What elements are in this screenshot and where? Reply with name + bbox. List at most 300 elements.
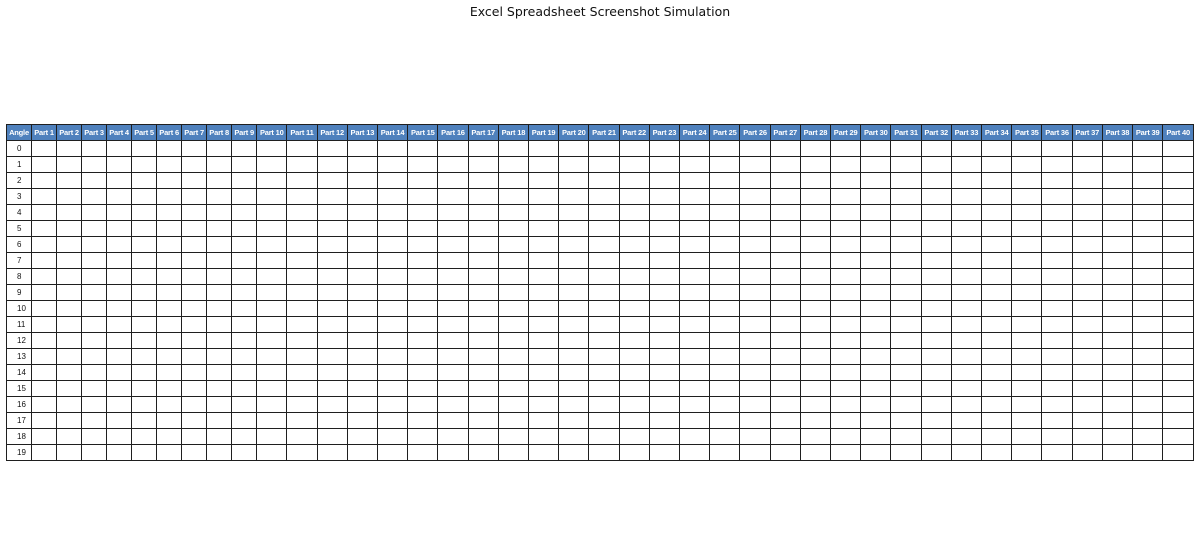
data-cell[interactable]: [32, 189, 57, 205]
data-cell[interactable]: [347, 397, 377, 413]
data-cell[interactable]: [347, 285, 377, 301]
data-cell[interactable]: [317, 285, 347, 301]
angle-cell[interactable]: 1: [7, 157, 32, 173]
data-cell[interactable]: [347, 173, 377, 189]
data-cell[interactable]: [408, 205, 438, 221]
data-cell[interactable]: [800, 413, 830, 429]
data-cell[interactable]: [800, 253, 830, 269]
data-cell[interactable]: [347, 333, 377, 349]
data-cell[interactable]: [1163, 413, 1194, 429]
data-cell[interactable]: [1072, 189, 1102, 205]
data-cell[interactable]: [649, 349, 679, 365]
data-cell[interactable]: [1133, 397, 1163, 413]
data-cell[interactable]: [157, 205, 182, 221]
data-cell[interactable]: [408, 141, 438, 157]
data-cell[interactable]: [891, 253, 921, 269]
data-cell[interactable]: [1102, 413, 1132, 429]
data-cell[interactable]: [182, 333, 207, 349]
data-cell[interactable]: [287, 333, 317, 349]
data-cell[interactable]: [408, 349, 438, 365]
data-cell[interactable]: [257, 285, 287, 301]
data-cell[interactable]: [468, 333, 498, 349]
data-cell[interactable]: [1102, 365, 1132, 381]
data-cell[interactable]: [770, 349, 800, 365]
data-cell[interactable]: [1163, 349, 1194, 365]
data-cell[interactable]: [982, 365, 1012, 381]
data-cell[interactable]: [287, 429, 317, 445]
data-cell[interactable]: [317, 413, 347, 429]
data-cell[interactable]: [649, 221, 679, 237]
data-cell[interactable]: [232, 413, 257, 429]
angle-cell[interactable]: 7: [7, 253, 32, 269]
data-cell[interactable]: [800, 285, 830, 301]
data-cell[interactable]: [107, 413, 132, 429]
data-cell[interactable]: [680, 269, 710, 285]
data-cell[interactable]: [951, 189, 981, 205]
data-cell[interactable]: [559, 173, 589, 189]
data-cell[interactable]: [861, 317, 891, 333]
data-cell[interactable]: [1102, 349, 1132, 365]
data-cell[interactable]: [232, 269, 257, 285]
data-cell[interactable]: [740, 173, 770, 189]
data-cell[interactable]: [157, 381, 182, 397]
data-cell[interactable]: [32, 365, 57, 381]
data-cell[interactable]: [82, 189, 107, 205]
data-cell[interactable]: [157, 317, 182, 333]
data-cell[interactable]: [438, 157, 468, 173]
data-cell[interactable]: [82, 381, 107, 397]
data-cell[interactable]: [468, 381, 498, 397]
data-cell[interactable]: [157, 221, 182, 237]
data-cell[interactable]: [182, 189, 207, 205]
data-cell[interactable]: [498, 285, 528, 301]
data-cell[interactable]: [710, 333, 740, 349]
data-cell[interactable]: [800, 397, 830, 413]
data-cell[interactable]: [82, 333, 107, 349]
data-cell[interactable]: [107, 173, 132, 189]
data-cell[interactable]: [468, 173, 498, 189]
data-cell[interactable]: [232, 429, 257, 445]
data-cell[interactable]: [891, 285, 921, 301]
data-cell[interactable]: [1072, 173, 1102, 189]
data-cell[interactable]: [710, 221, 740, 237]
data-cell[interactable]: [831, 157, 861, 173]
data-cell[interactable]: [1072, 397, 1102, 413]
data-cell[interactable]: [468, 397, 498, 413]
data-cell[interactable]: [132, 445, 157, 461]
data-cell[interactable]: [132, 141, 157, 157]
data-cell[interactable]: [32, 221, 57, 237]
data-cell[interactable]: [982, 429, 1012, 445]
data-cell[interactable]: [891, 365, 921, 381]
data-cell[interactable]: [649, 317, 679, 333]
data-cell[interactable]: [831, 381, 861, 397]
data-cell[interactable]: [1102, 189, 1132, 205]
data-cell[interactable]: [559, 445, 589, 461]
data-cell[interactable]: [710, 205, 740, 221]
data-cell[interactable]: [1133, 157, 1163, 173]
data-cell[interactable]: [589, 269, 619, 285]
data-cell[interactable]: [438, 397, 468, 413]
data-cell[interactable]: [740, 301, 770, 317]
data-cell[interactable]: [257, 333, 287, 349]
data-cell[interactable]: [891, 381, 921, 397]
data-cell[interactable]: [32, 237, 57, 253]
data-cell[interactable]: [710, 429, 740, 445]
data-cell[interactable]: [1133, 237, 1163, 253]
data-cell[interactable]: [287, 173, 317, 189]
data-cell[interactable]: [408, 285, 438, 301]
data-cell[interactable]: [207, 205, 232, 221]
data-cell[interactable]: [57, 397, 82, 413]
data-cell[interactable]: [800, 365, 830, 381]
data-cell[interactable]: [232, 301, 257, 317]
data-cell[interactable]: [287, 397, 317, 413]
data-cell[interactable]: [891, 237, 921, 253]
data-cell[interactable]: [32, 205, 57, 221]
data-cell[interactable]: [317, 237, 347, 253]
data-cell[interactable]: [1012, 349, 1042, 365]
data-cell[interactable]: [528, 445, 558, 461]
data-cell[interactable]: [377, 333, 407, 349]
data-cell[interactable]: [921, 397, 951, 413]
data-cell[interactable]: [207, 349, 232, 365]
data-cell[interactable]: [710, 157, 740, 173]
data-cell[interactable]: [287, 157, 317, 173]
data-cell[interactable]: [1072, 301, 1102, 317]
column-header-part-22[interactable]: Part 22: [619, 125, 649, 141]
data-cell[interactable]: [438, 445, 468, 461]
data-cell[interactable]: [951, 429, 981, 445]
data-cell[interactable]: [1042, 365, 1072, 381]
data-cell[interactable]: [232, 173, 257, 189]
data-cell[interactable]: [891, 221, 921, 237]
data-cell[interactable]: [589, 221, 619, 237]
data-cell[interactable]: [377, 173, 407, 189]
data-cell[interactable]: [317, 349, 347, 365]
data-cell[interactable]: [107, 221, 132, 237]
data-cell[interactable]: [182, 141, 207, 157]
data-cell[interactable]: [559, 429, 589, 445]
data-cell[interactable]: [498, 237, 528, 253]
data-cell[interactable]: [831, 317, 861, 333]
data-cell[interactable]: [82, 253, 107, 269]
data-cell[interactable]: [347, 445, 377, 461]
data-cell[interactable]: [921, 269, 951, 285]
data-cell[interactable]: [317, 189, 347, 205]
data-cell[interactable]: [528, 269, 558, 285]
data-cell[interactable]: [317, 429, 347, 445]
data-cell[interactable]: [589, 285, 619, 301]
data-cell[interactable]: [951, 333, 981, 349]
data-cell[interactable]: [132, 413, 157, 429]
data-cell[interactable]: [891, 205, 921, 221]
data-cell[interactable]: [1133, 413, 1163, 429]
angle-cell[interactable]: 11: [7, 317, 32, 333]
data-cell[interactable]: [1133, 429, 1163, 445]
data-cell[interactable]: [649, 269, 679, 285]
data-cell[interactable]: [317, 317, 347, 333]
data-cell[interactable]: [831, 349, 861, 365]
data-cell[interactable]: [107, 157, 132, 173]
data-cell[interactable]: [891, 397, 921, 413]
data-cell[interactable]: [710, 237, 740, 253]
data-cell[interactable]: [57, 253, 82, 269]
data-cell[interactable]: [468, 285, 498, 301]
data-cell[interactable]: [680, 301, 710, 317]
data-cell[interactable]: [770, 285, 800, 301]
data-cell[interactable]: [347, 237, 377, 253]
data-cell[interactable]: [408, 413, 438, 429]
column-header-part-31[interactable]: Part 31: [891, 125, 921, 141]
data-cell[interactable]: [982, 205, 1012, 221]
column-header-part-19[interactable]: Part 19: [528, 125, 558, 141]
data-cell[interactable]: [287, 253, 317, 269]
data-cell[interactable]: [132, 189, 157, 205]
data-cell[interactable]: [82, 157, 107, 173]
data-cell[interactable]: [921, 365, 951, 381]
data-cell[interactable]: [528, 205, 558, 221]
data-cell[interactable]: [287, 205, 317, 221]
data-cell[interactable]: [589, 189, 619, 205]
data-cell[interactable]: [1072, 221, 1102, 237]
data-cell[interactable]: [438, 429, 468, 445]
data-cell[interactable]: [710, 397, 740, 413]
data-cell[interactable]: [438, 189, 468, 205]
column-header-part-16[interactable]: Part 16: [438, 125, 468, 141]
data-cell[interactable]: [257, 381, 287, 397]
data-cell[interactable]: [528, 301, 558, 317]
data-cell[interactable]: [32, 413, 57, 429]
data-cell[interactable]: [559, 221, 589, 237]
data-cell[interactable]: [891, 429, 921, 445]
data-cell[interactable]: [232, 397, 257, 413]
data-cell[interactable]: [619, 397, 649, 413]
data-cell[interactable]: [207, 157, 232, 173]
data-cell[interactable]: [287, 413, 317, 429]
data-cell[interactable]: [107, 237, 132, 253]
column-header-part-28[interactable]: Part 28: [800, 125, 830, 141]
data-cell[interactable]: [1072, 381, 1102, 397]
data-cell[interactable]: [498, 157, 528, 173]
data-cell[interactable]: [207, 397, 232, 413]
data-cell[interactable]: [710, 269, 740, 285]
data-cell[interactable]: [1072, 205, 1102, 221]
data-cell[interactable]: [232, 221, 257, 237]
data-cell[interactable]: [740, 253, 770, 269]
column-header-part-34[interactable]: Part 34: [982, 125, 1012, 141]
data-cell[interactable]: [377, 317, 407, 333]
data-cell[interactable]: [32, 317, 57, 333]
data-cell[interactable]: [982, 317, 1012, 333]
data-cell[interactable]: [800, 301, 830, 317]
data-cell[interactable]: [32, 397, 57, 413]
data-cell[interactable]: [770, 317, 800, 333]
data-cell[interactable]: [921, 141, 951, 157]
data-cell[interactable]: [1012, 301, 1042, 317]
data-cell[interactable]: [1012, 221, 1042, 237]
column-header-part-29[interactable]: Part 29: [831, 125, 861, 141]
data-cell[interactable]: [1042, 333, 1072, 349]
data-cell[interactable]: [861, 445, 891, 461]
data-cell[interactable]: [528, 349, 558, 365]
data-cell[interactable]: [132, 221, 157, 237]
data-cell[interactable]: [32, 301, 57, 317]
data-cell[interactable]: [861, 381, 891, 397]
data-cell[interactable]: [740, 205, 770, 221]
data-cell[interactable]: [107, 141, 132, 157]
column-header-part-6[interactable]: Part 6: [157, 125, 182, 141]
data-cell[interactable]: [770, 365, 800, 381]
data-cell[interactable]: [438, 413, 468, 429]
data-cell[interactable]: [1133, 317, 1163, 333]
data-cell[interactable]: [82, 397, 107, 413]
data-cell[interactable]: [207, 253, 232, 269]
data-cell[interactable]: [408, 381, 438, 397]
data-cell[interactable]: [257, 141, 287, 157]
column-header-part-14[interactable]: Part 14: [377, 125, 407, 141]
data-cell[interactable]: [317, 365, 347, 381]
data-cell[interactable]: [1072, 317, 1102, 333]
data-cell[interactable]: [589, 205, 619, 221]
data-cell[interactable]: [32, 269, 57, 285]
data-cell[interactable]: [1012, 317, 1042, 333]
data-cell[interactable]: [831, 365, 861, 381]
data-cell[interactable]: [861, 285, 891, 301]
data-cell[interactable]: [680, 365, 710, 381]
data-cell[interactable]: [107, 365, 132, 381]
data-cell[interactable]: [740, 445, 770, 461]
data-cell[interactable]: [257, 173, 287, 189]
data-cell[interactable]: [182, 445, 207, 461]
data-cell[interactable]: [317, 253, 347, 269]
data-cell[interactable]: [1042, 253, 1072, 269]
data-cell[interactable]: [589, 141, 619, 157]
data-cell[interactable]: [740, 269, 770, 285]
data-cell[interactable]: [317, 381, 347, 397]
column-header-part-36[interactable]: Part 36: [1042, 125, 1072, 141]
data-cell[interactable]: [589, 237, 619, 253]
column-header-angle[interactable]: Angle: [7, 125, 32, 141]
data-cell[interactable]: [589, 381, 619, 397]
data-cell[interactable]: [1102, 173, 1132, 189]
data-cell[interactable]: [589, 413, 619, 429]
angle-cell[interactable]: 13: [7, 349, 32, 365]
data-cell[interactable]: [528, 413, 558, 429]
data-cell[interactable]: [1102, 237, 1132, 253]
data-cell[interactable]: [649, 381, 679, 397]
data-cell[interactable]: [377, 413, 407, 429]
data-cell[interactable]: [1102, 253, 1132, 269]
data-cell[interactable]: [182, 301, 207, 317]
data-cell[interactable]: [1133, 349, 1163, 365]
data-cell[interactable]: [800, 141, 830, 157]
column-header-part-26[interactable]: Part 26: [740, 125, 770, 141]
data-cell[interactable]: [861, 349, 891, 365]
data-cell[interactable]: [589, 429, 619, 445]
data-cell[interactable]: [800, 317, 830, 333]
data-cell[interactable]: [710, 365, 740, 381]
data-cell[interactable]: [377, 157, 407, 173]
data-cell[interactable]: [559, 157, 589, 173]
angle-cell[interactable]: 3: [7, 189, 32, 205]
data-cell[interactable]: [800, 381, 830, 397]
data-cell[interactable]: [207, 173, 232, 189]
data-cell[interactable]: [82, 205, 107, 221]
data-cell[interactable]: [82, 301, 107, 317]
data-cell[interactable]: [951, 413, 981, 429]
data-cell[interactable]: [257, 157, 287, 173]
data-cell[interactable]: [498, 445, 528, 461]
data-cell[interactable]: [1163, 157, 1194, 173]
column-header-part-27[interactable]: Part 27: [770, 125, 800, 141]
data-cell[interactable]: [182, 397, 207, 413]
data-cell[interactable]: [649, 141, 679, 157]
data-cell[interactable]: [800, 205, 830, 221]
data-cell[interactable]: [982, 269, 1012, 285]
data-cell[interactable]: [921, 285, 951, 301]
data-cell[interactable]: [408, 157, 438, 173]
column-header-part-8[interactable]: Part 8: [207, 125, 232, 141]
data-cell[interactable]: [680, 253, 710, 269]
data-cell[interactable]: [710, 445, 740, 461]
data-cell[interactable]: [891, 157, 921, 173]
data-cell[interactable]: [649, 205, 679, 221]
data-cell[interactable]: [498, 173, 528, 189]
data-cell[interactable]: [891, 349, 921, 365]
data-cell[interactable]: [589, 349, 619, 365]
data-cell[interactable]: [589, 317, 619, 333]
column-header-part-5[interactable]: Part 5: [132, 125, 157, 141]
column-header-part-25[interactable]: Part 25: [710, 125, 740, 141]
data-cell[interactable]: [619, 237, 649, 253]
data-cell[interactable]: [257, 445, 287, 461]
data-cell[interactable]: [377, 429, 407, 445]
data-cell[interactable]: [468, 205, 498, 221]
data-cell[interactable]: [232, 189, 257, 205]
data-cell[interactable]: [982, 173, 1012, 189]
data-cell[interactable]: [951, 349, 981, 365]
data-cell[interactable]: [257, 221, 287, 237]
data-cell[interactable]: [107, 445, 132, 461]
data-cell[interactable]: [57, 445, 82, 461]
data-cell[interactable]: [680, 397, 710, 413]
data-cell[interactable]: [207, 237, 232, 253]
data-cell[interactable]: [619, 205, 649, 221]
data-cell[interactable]: [468, 141, 498, 157]
data-cell[interactable]: [559, 285, 589, 301]
data-cell[interactable]: [649, 413, 679, 429]
column-header-part-15[interactable]: Part 15: [408, 125, 438, 141]
data-cell[interactable]: [1012, 445, 1042, 461]
data-cell[interactable]: [891, 301, 921, 317]
data-cell[interactable]: [207, 221, 232, 237]
data-cell[interactable]: [982, 237, 1012, 253]
data-cell[interactable]: [951, 301, 981, 317]
data-cell[interactable]: [619, 189, 649, 205]
data-cell[interactable]: [57, 317, 82, 333]
data-cell[interactable]: [1012, 189, 1042, 205]
data-cell[interactable]: [1042, 381, 1072, 397]
data-cell[interactable]: [589, 365, 619, 381]
data-cell[interactable]: [1042, 349, 1072, 365]
data-cell[interactable]: [1042, 221, 1072, 237]
data-cell[interactable]: [132, 333, 157, 349]
data-cell[interactable]: [1163, 141, 1194, 157]
data-cell[interactable]: [287, 237, 317, 253]
data-cell[interactable]: [132, 381, 157, 397]
data-cell[interactable]: [57, 221, 82, 237]
